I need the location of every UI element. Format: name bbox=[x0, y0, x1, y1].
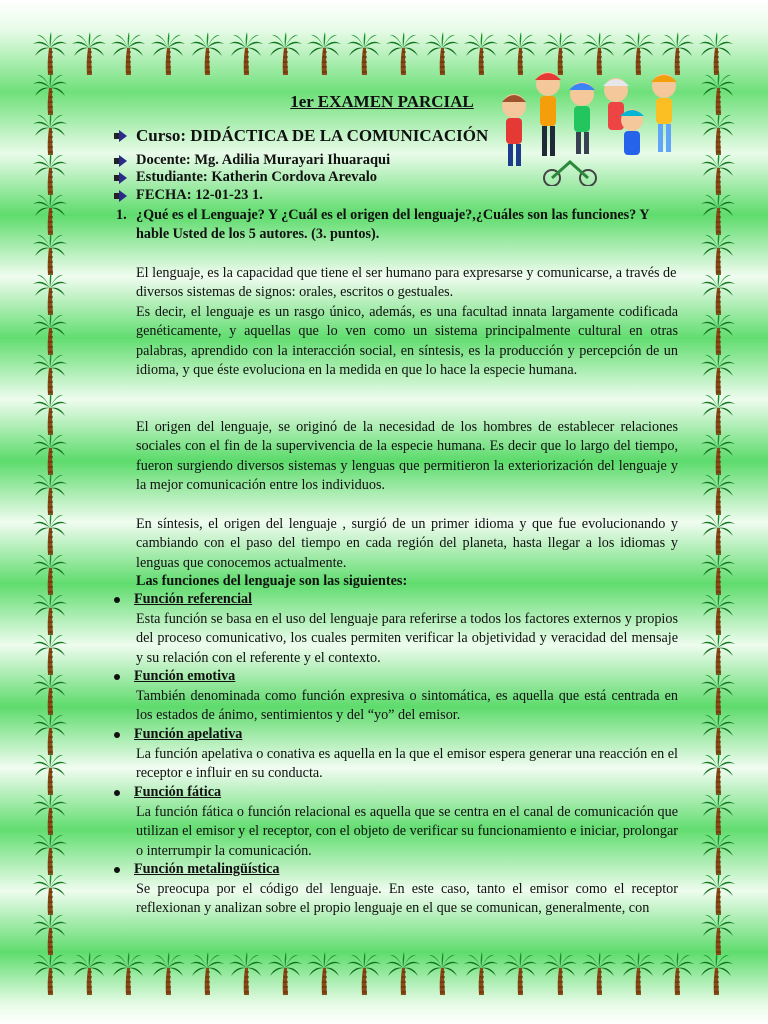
arrow-bullet-icon bbox=[114, 172, 128, 184]
function-label: Función metalingüística bbox=[134, 861, 280, 877]
palm-tree-icon bbox=[150, 952, 186, 996]
palm-tree-icon bbox=[700, 472, 736, 516]
palm-tree-icon bbox=[32, 592, 68, 636]
palm-tree-icon bbox=[385, 32, 421, 76]
teacher-line bbox=[114, 152, 390, 169]
palm-tree-icon bbox=[110, 32, 146, 76]
arrow-bullet-icon bbox=[114, 130, 128, 142]
palm-tree-icon bbox=[700, 712, 736, 756]
arrow-bullet-icon bbox=[114, 190, 128, 202]
palm-tree-icon bbox=[346, 952, 382, 996]
palm-tree-icon bbox=[32, 512, 68, 556]
palm-tree-icon bbox=[700, 792, 736, 836]
palm-tree-icon bbox=[267, 952, 303, 996]
palm-tree-icon bbox=[698, 952, 734, 996]
function-bullet bbox=[114, 668, 235, 685]
palm-tree-icon bbox=[698, 32, 734, 76]
function-bullet bbox=[114, 861, 279, 878]
palm-tree-icon bbox=[700, 312, 736, 356]
palm-tree-icon bbox=[700, 512, 736, 556]
arrow-bullet-icon bbox=[114, 155, 128, 167]
palm-tree-icon bbox=[700, 72, 736, 116]
date-text: FECHA: 12-01-23 1. bbox=[136, 187, 263, 203]
palm-tree-icon bbox=[502, 952, 538, 996]
function-bullet bbox=[114, 591, 252, 608]
palm-tree-icon bbox=[700, 232, 736, 276]
palm-tree-icon bbox=[228, 952, 264, 996]
palm-tree-icon bbox=[700, 192, 736, 236]
palm-tree-icon bbox=[700, 592, 736, 636]
palm-tree-icon bbox=[32, 72, 68, 116]
palm-tree-icon bbox=[424, 32, 460, 76]
palm-tree-icon bbox=[385, 952, 421, 996]
palm-tree-icon bbox=[32, 392, 68, 436]
palm-tree-icon bbox=[700, 272, 736, 316]
palm-tree-icon bbox=[700, 872, 736, 916]
palm-tree-icon bbox=[32, 192, 68, 236]
palm-tree-icon bbox=[32, 312, 68, 356]
palm-tree-icon bbox=[32, 872, 68, 916]
student-text: Estudiante: Katherin Cordova Arevalo bbox=[136, 169, 377, 185]
palm-tree-icon bbox=[189, 32, 225, 76]
palm-tree-icon bbox=[700, 632, 736, 676]
palm-tree-icon bbox=[32, 632, 68, 676]
palm-tree-icon bbox=[700, 432, 736, 476]
palm-tree-icon bbox=[620, 952, 656, 996]
palm-tree-icon bbox=[700, 552, 736, 596]
palm-tree-icon bbox=[346, 32, 382, 76]
palm-tree-icon bbox=[267, 32, 303, 76]
palm-tree-icon bbox=[700, 832, 736, 876]
palm-tree-icon bbox=[32, 152, 68, 196]
palm-tree-icon bbox=[463, 952, 499, 996]
question-number: 1. bbox=[116, 207, 127, 223]
bullet-dot-icon bbox=[114, 867, 120, 873]
bullet-dot-icon bbox=[114, 790, 120, 796]
palm-tree-icon bbox=[700, 672, 736, 716]
function-label: Función fática bbox=[134, 784, 222, 800]
palm-tree-icon bbox=[32, 472, 68, 516]
function-label: Función apelativa bbox=[134, 726, 243, 742]
palm-tree-icon bbox=[700, 112, 736, 156]
palm-tree-icon bbox=[32, 792, 68, 836]
palm-tree-icon bbox=[424, 952, 460, 996]
palm-tree-icon bbox=[71, 32, 107, 76]
palm-tree-icon bbox=[32, 232, 68, 276]
palm-tree-icon bbox=[581, 952, 617, 996]
children-illustration bbox=[492, 62, 688, 186]
function-label: Función referencial bbox=[134, 591, 253, 607]
palm-tree-icon bbox=[32, 352, 68, 396]
palm-tree-icon bbox=[71, 952, 107, 996]
palm-tree-icon bbox=[189, 952, 225, 996]
palm-tree-icon bbox=[700, 392, 736, 436]
exam-title: 1er EXAMEN PARCIAL bbox=[290, 92, 474, 111]
bullet-dot-icon bbox=[114, 597, 120, 603]
palm-tree-icon bbox=[542, 952, 578, 996]
palm-tree-icon bbox=[110, 952, 146, 996]
palm-tree-icon bbox=[32, 832, 68, 876]
palm-tree-icon bbox=[32, 552, 68, 596]
function-text: La función fática o función relacional es aquella que se centra en el canal de comunicación que utilizan el emisor y el receptor, con el objeto de verificar su funcionamiento e iniciar, prolongar o interrumpir la comunicación. bbox=[136, 804, 678, 859]
palm-tree-icon bbox=[32, 112, 68, 156]
date-line bbox=[114, 187, 263, 204]
student-line bbox=[114, 169, 377, 186]
palm-tree-icon bbox=[32, 912, 68, 956]
function-label: Función emotiva bbox=[134, 668, 236, 684]
palm-tree-icon bbox=[700, 352, 736, 396]
course-line bbox=[114, 126, 488, 146]
palm-tree-icon bbox=[700, 152, 736, 196]
palm-tree-icon bbox=[659, 952, 695, 996]
answer-paragraph-1: El lenguaje, es la capacidad que tiene el ser humano para expresarse y comunicarse, a través de diversos sistemas de signos: orales, escritos o gestuales. bbox=[136, 265, 677, 301]
answer-paragraph-2: Es decir, el lenguaje es un rasgo único, además, es una facultad innata largamente codificada genéticamente, y aquellas que lo ven como un sistema principalmente cultural en otras palabras, aprendido con la interacción social, en síntesis, es la producción y percepción de un idioma, y que éste evoluciona en la medida en que lo hace la especie humana. bbox=[136, 304, 678, 379]
bullet-dot-icon bbox=[114, 674, 120, 680]
palm-tree-icon bbox=[150, 32, 186, 76]
palm-tree-icon bbox=[700, 752, 736, 796]
palm-tree-icon bbox=[32, 712, 68, 756]
palm-tree-icon bbox=[228, 32, 264, 76]
question-text: ¿Qué es el Lenguaje? Y ¿Cuál es el origen del lenguaje?,¿Cuáles son las funciones? Y hable Usted de los 5 autores. (3. puntos). bbox=[136, 207, 649, 242]
course-text: Curso: DIDÁCTICA DE LA COMUNICACIÓN bbox=[136, 126, 489, 145]
palm-tree-icon bbox=[306, 952, 342, 996]
palm-tree-icon bbox=[32, 752, 68, 796]
teacher-text: Docente: Mg. Adilia Murayari Ihuaraqui bbox=[136, 152, 391, 168]
palm-tree-icon bbox=[32, 952, 68, 996]
function-text: Se preocupa por el código del lenguaje. En este caso, tanto el emisor como el receptor reflexionan y analizan sobre el propio lenguaje en el que se comunican, generalmente, con bbox=[136, 881, 678, 917]
palm-tree-icon bbox=[32, 272, 68, 316]
palm-tree-icon bbox=[32, 432, 68, 476]
function-bullet bbox=[114, 784, 221, 801]
palm-tree-icon bbox=[32, 672, 68, 716]
functions-heading: Las funciones del lenguaje son las siguientes: bbox=[136, 573, 408, 589]
answer-paragraph-4: En síntesis, el origen del lenguaje , surgió de un primer idioma y que fue evolucionando y cambiando con el paso del tiempo en cada región del planeta, hasta llegar a los idiomas y lenguas que conocemos actualmente. bbox=[136, 516, 678, 571]
function-text: También denominada como función expresiva o sintomática, es aquella que está centrada en los estados de ánimo, sentimientos y del “yo” del emisor. bbox=[136, 688, 678, 724]
palm-tree-icon bbox=[32, 32, 68, 76]
function-text: Esta función se basa en el uso del lenguaje para referirse a todos los factores externos y propios del proceso comunicativo, los cuales permiten verificar la objetividad y veracidad del mensaje y su relación con el referente y el contexto. bbox=[136, 611, 678, 666]
function-bullet bbox=[114, 726, 242, 743]
function-text: La función apelativa o conativa es aquella en la que el emisor espera generar una reacción en el receptor e influir en su conducta. bbox=[136, 746, 678, 782]
palm-tree-icon bbox=[700, 912, 736, 956]
bullet-dot-icon bbox=[114, 732, 120, 738]
answer-paragraph-3: El origen del lenguaje, se originó de la necesidad de los hombres de establecer relaciones sociales con el fin de la supervivencia de la especie humana. Es decir que lo largo del tiempo, fueron surgiendo diversos sistemas y lenguas que permitieron la exteriorización del lenguaje y la mejor comunicación entre los individuos. bbox=[136, 419, 678, 494]
palm-tree-icon bbox=[306, 32, 342, 76]
